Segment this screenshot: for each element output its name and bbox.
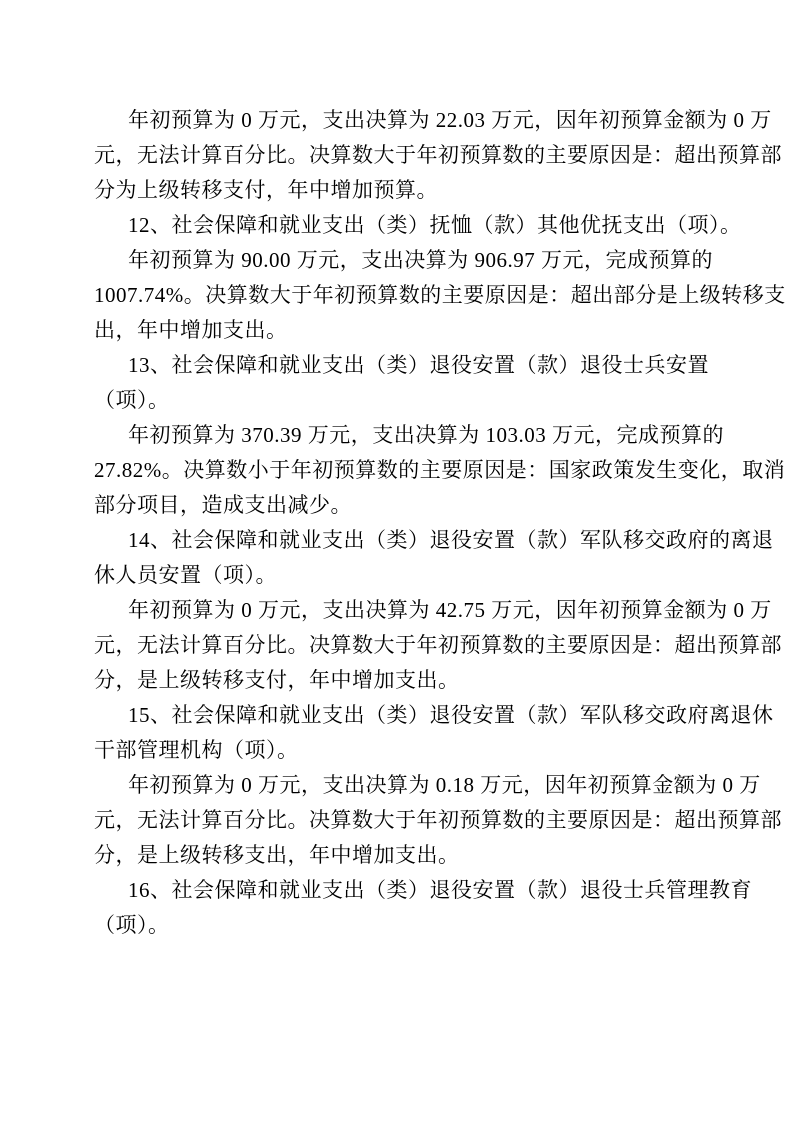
document-body: [94, 103, 786, 943]
text-line: 出，年中增加支出。: [94, 318, 288, 342]
text-line: 年初预算为 0 万元，支出决算为 22.03 万元，因年初预算金额为 0 万: [128, 108, 772, 132]
text-line: 27.82%。决算数小于年初预算数的主要原因是：国家政策发生变化，取消: [94, 458, 786, 482]
text-line: （项）。: [94, 388, 170, 412]
paragraph: [94, 243, 786, 348]
text-line: 14、社会保障和就业支出（类）退役安置（款）军队移交政府的离退: [128, 528, 774, 552]
list-item-heading: [94, 698, 774, 768]
text-line: 部分项目，造成支出减少。: [94, 493, 352, 517]
text-line: 13、社会保障和就业支出（类）退役安置（款）退役士兵安置: [128, 353, 709, 377]
text-line: 年初预算为 370.39 万元，支出决算为 103.03 万元，完成预算的: [128, 423, 724, 447]
text-line: 分，是上级转移支付，年中增加支出。: [94, 668, 460, 692]
text-line: 15、社会保障和就业支出（类）退役安置（款）军队移交政府离退休: [128, 703, 774, 727]
text-line: 16、社会保障和就业支出（类）退役安置（款）退役士兵管理教育: [128, 878, 752, 902]
text-line: 年初预算为 0 万元，支出决算为 42.75 万元，因年初预算金额为 0 万: [128, 598, 772, 622]
text-line: 元，无法计算百分比。决算数大于年初预算数的主要原因是：超出预算部: [94, 633, 782, 657]
text-line: 12、社会保障和就业支出（类）抚恤（款）其他优抚支出（项）。: [128, 213, 742, 237]
paragraph: [94, 593, 782, 698]
paragraph: [94, 768, 782, 873]
text-line: 元，无法计算百分比。决算数大于年初预算数的主要原因是：超出预算部: [94, 808, 782, 832]
list-item-heading: [94, 873, 752, 943]
text-line: 年初预算为 90.00 万元，支出决算为 906.97 万元，完成预算的: [128, 248, 713, 272]
text-line: （项）。: [94, 913, 170, 937]
text-line: 年初预算为 0 万元，支出决算为 0.18 万元，因年初预算金额为 0 万: [128, 773, 761, 797]
list-item-heading: [94, 208, 742, 243]
text-line: 休人员安置（项）。: [94, 563, 277, 587]
paragraph: [94, 418, 786, 523]
list-item-heading: [94, 348, 709, 418]
text-line: 1007.74%。决算数大于年初预算数的主要原因是：超出部分是上级转移支: [94, 283, 786, 307]
text-line: 元，无法计算百分比。决算数大于年初预算数的主要原因是：超出预算部: [94, 143, 782, 167]
text-line: 分为上级转移支付，年中增加预算。: [94, 178, 438, 202]
text-line: 干部管理机构（项）。: [94, 738, 299, 762]
list-item-heading: [94, 523, 774, 593]
paragraph: [94, 103, 782, 208]
text-line: 分，是上级转移支出，年中增加支出。: [94, 843, 460, 867]
